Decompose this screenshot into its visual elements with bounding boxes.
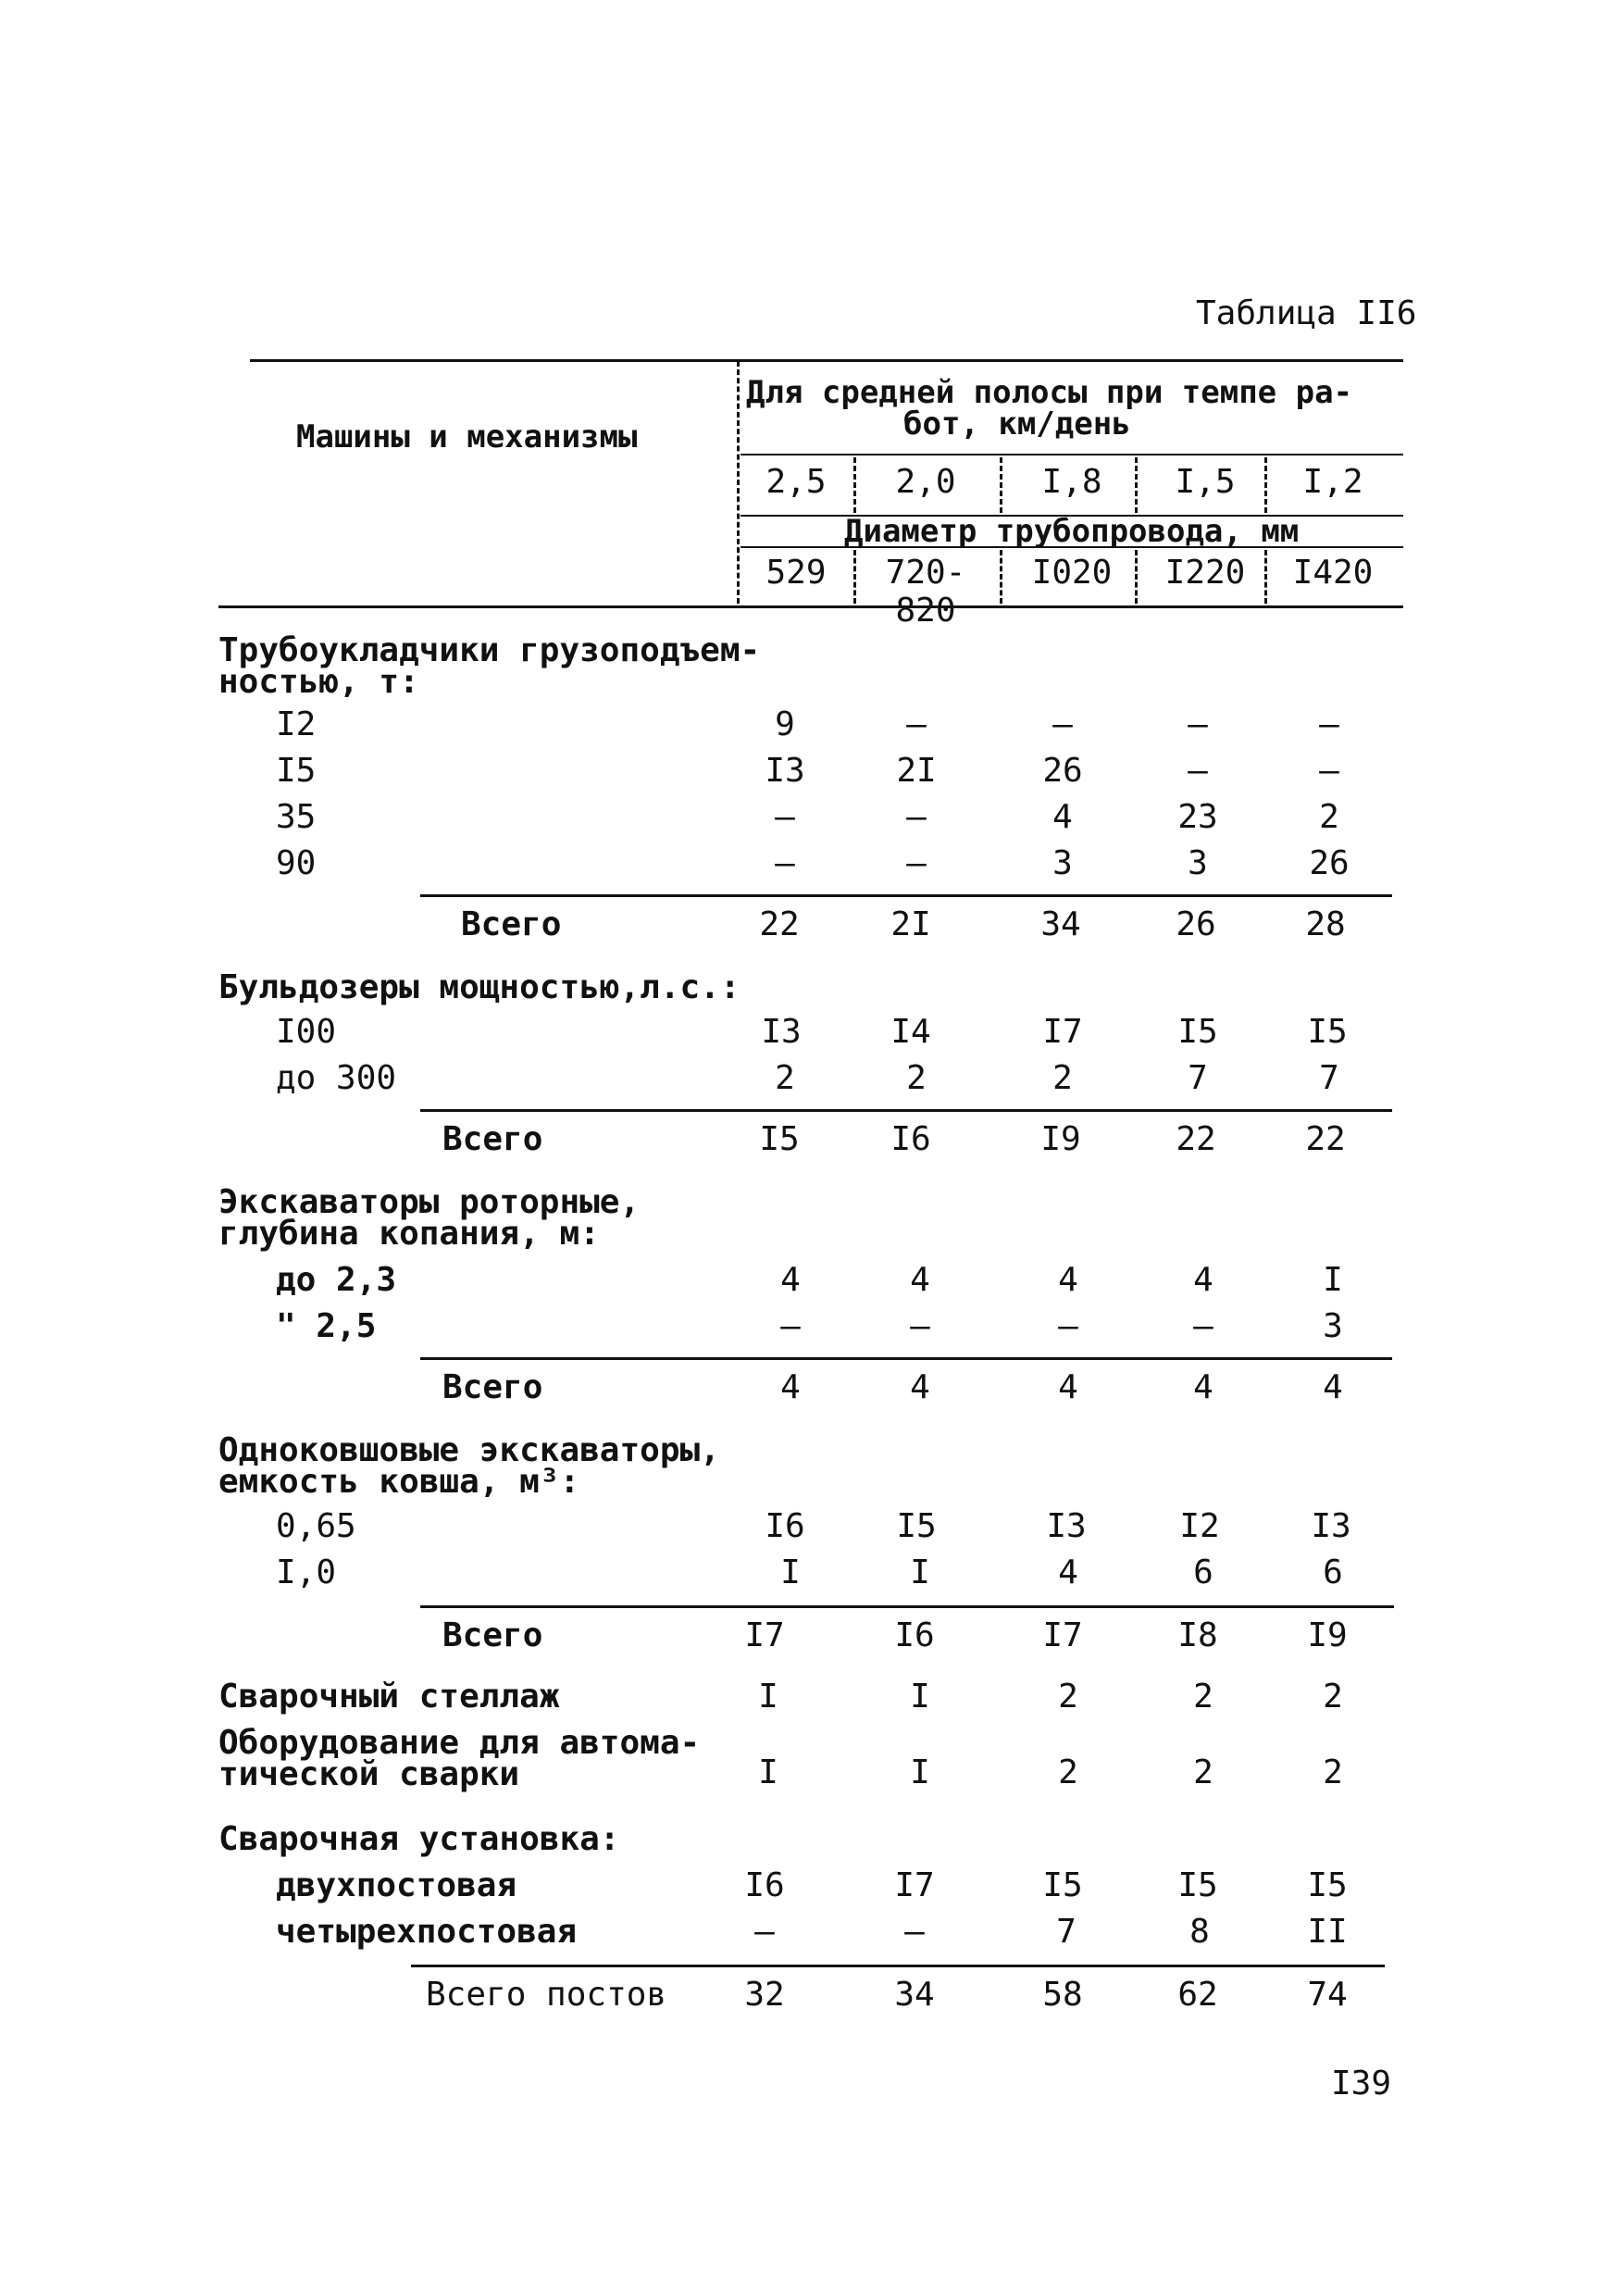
table-cell: I5	[1042, 1866, 1083, 1904]
section-pipelayers-title-line1: Трубоукладчики грузоподъем-	[218, 631, 761, 669]
section-bucket-title	[218, 1431, 720, 1501]
subtotal-rule	[420, 1109, 1392, 1112]
table-cell: I4	[890, 1013, 931, 1051]
tempo-1: 2,5	[765, 463, 827, 501]
header-top-rule	[250, 359, 1403, 362]
table-cell: –	[1193, 1307, 1214, 1345]
table-cell: –	[1319, 705, 1339, 743]
table-cell: I3	[1311, 1507, 1351, 1545]
table-cell: I5	[896, 1507, 937, 1545]
section-pipelayers-title	[218, 631, 761, 701]
tempo-3: I,8	[1041, 463, 1102, 501]
table-cell: I3	[761, 1013, 802, 1051]
total-cell: I7	[1042, 1616, 1083, 1654]
total-cell: I6	[894, 1616, 935, 1654]
table-cell: 4	[780, 1261, 801, 1299]
row-label: I5	[276, 752, 317, 790]
table-cell: I	[910, 1678, 930, 1716]
total-cell: 4	[910, 1368, 930, 1406]
total-cell: 32	[744, 1976, 785, 2014]
total-label: Всего	[442, 1616, 543, 1654]
total-cell: 34	[894, 1976, 935, 2014]
total-cell: I9	[1040, 1120, 1081, 1158]
table-cell: 7	[1319, 1059, 1339, 1097]
table-cell: 4	[1052, 798, 1073, 836]
total-cell: 28	[1305, 905, 1346, 943]
table-cell: 6	[1323, 1554, 1343, 1591]
section-pipelayers-title-line2: ностью, т:	[218, 663, 419, 701]
row-label: четырехпостовая	[276, 1913, 578, 1951]
table-cell: 8	[1189, 1913, 1210, 1951]
table-cell: 2	[1193, 1678, 1214, 1716]
table-cell: 26	[1309, 844, 1350, 882]
header-vline-6	[1000, 550, 1002, 604]
table-cell: I3	[765, 752, 805, 790]
total-cell: I9	[1307, 1616, 1348, 1654]
table-cell: –	[1188, 705, 1208, 743]
table-cell: –	[906, 844, 927, 882]
table-cell: I	[780, 1554, 801, 1591]
table-cell: –	[1319, 752, 1339, 790]
header-tempo-rule	[741, 454, 1403, 455]
table-cell: 2	[1323, 1753, 1343, 1791]
section-bucket-title-line1: Одноковшовые экскаваторы,	[218, 1431, 720, 1469]
table-cell: I	[758, 1753, 778, 1791]
table-cell: I2	[1179, 1507, 1220, 1545]
total-cell: I7	[744, 1616, 785, 1654]
table-cell: 7	[1188, 1059, 1208, 1097]
diameter-5: I420	[1292, 554, 1374, 592]
subtotal-rule	[420, 1605, 1394, 1608]
table-cell: –	[780, 1307, 801, 1345]
header-group-line2: бот, км/день	[903, 406, 1131, 443]
total-cell: I5	[759, 1120, 800, 1158]
table-cell: I7	[1042, 1013, 1083, 1051]
table-cell: I	[1323, 1261, 1343, 1299]
section-rotary-title-line2: глубина копания, м:	[218, 1215, 600, 1253]
table-cell: 3	[1052, 844, 1073, 882]
table-cell: I	[910, 1753, 930, 1791]
subtotal-rule	[411, 1965, 1385, 1967]
row-label-auto-welding-line2: тической сварки	[218, 1755, 520, 1793]
diameter-3: I020	[1031, 554, 1113, 592]
table-cell: 2	[1193, 1753, 1214, 1791]
total-cell: 26	[1176, 905, 1216, 943]
total-cell: 34	[1040, 905, 1081, 943]
table-cell: –	[1058, 1307, 1078, 1345]
table-cell: 2	[1052, 1059, 1073, 1097]
table-cell: 2	[775, 1059, 795, 1097]
total-cell: 4	[1193, 1368, 1214, 1406]
row-label-auto-welding-line1: Оборудование для автома-	[218, 1724, 701, 1762]
table-cell: I5	[1307, 1866, 1348, 1904]
table-cell: –	[754, 1913, 775, 1951]
table-cell: I6	[765, 1507, 805, 1545]
table-cell: 4	[1058, 1261, 1078, 1299]
diameter-label: Диаметр трубопровода, мм	[844, 513, 1300, 550]
table-cell: I5	[1307, 1013, 1348, 1051]
table-cell: 2	[1319, 798, 1339, 836]
table-cell: –	[775, 798, 795, 836]
diameter-2: 720-820	[885, 554, 966, 630]
total-label: Всего	[461, 905, 562, 943]
total-cell: 4	[1323, 1368, 1343, 1406]
section-welding-title: Сварочная установка:	[218, 1820, 620, 1858]
table-cell: 2	[1323, 1678, 1343, 1716]
table-cell: 26	[1042, 752, 1083, 790]
table-cell: –	[775, 844, 795, 882]
table-cell: 3	[1323, 1307, 1343, 1345]
table-cell: –	[906, 798, 927, 836]
section-rotary-title-line1: Экскаваторы роторные,	[218, 1183, 641, 1221]
table-cell: 6	[1193, 1554, 1214, 1591]
total-label: Всего	[442, 1120, 543, 1158]
table-cell: 23	[1177, 798, 1218, 836]
total-cell: 22	[1176, 1120, 1216, 1158]
row-label: двухпостовая	[276, 1866, 517, 1904]
table-cell: II	[1307, 1913, 1348, 1951]
row-label: I00	[276, 1013, 337, 1051]
total-cell: I6	[890, 1120, 931, 1158]
section-bucket-title-line2: емкость ковша, м³:	[218, 1463, 580, 1501]
header-vline-2	[1000, 457, 1002, 513]
table-cell: –	[904, 1913, 925, 1951]
total-cell: 4	[780, 1368, 801, 1406]
table-cell: 3	[1188, 844, 1208, 882]
section-bulldozers-title: Бульдозеры мощностью,л.с.:	[218, 968, 741, 1006]
row-label-auto-welding	[218, 1724, 701, 1793]
row-label: I,0	[276, 1554, 337, 1591]
table-cell: 2	[1058, 1678, 1078, 1716]
table-cell: –	[1052, 705, 1073, 743]
table-cell: 9	[775, 705, 795, 743]
table-cell: 4	[1193, 1261, 1214, 1299]
total-cell: 74	[1307, 1976, 1348, 2014]
subtotal-rule	[420, 1357, 1392, 1360]
total-cell: 22	[1305, 1120, 1346, 1158]
total-cell: 58	[1042, 1976, 1083, 2014]
row-label-welding-rack: Сварочный стеллаж	[218, 1678, 560, 1716]
section-rotary-title	[218, 1183, 641, 1253]
page-number: I39	[1331, 2065, 1392, 2103]
table-cell: –	[1188, 752, 1208, 790]
table-cell: I3	[1046, 1507, 1087, 1545]
tempo-4: I,5	[1175, 463, 1236, 501]
row-label: 0,65	[276, 1507, 356, 1545]
table-cell: I	[758, 1678, 778, 1716]
table-cell: I5	[1177, 1013, 1218, 1051]
tempo-5: I,2	[1302, 463, 1363, 501]
table-cell: 4	[910, 1261, 930, 1299]
tempo-2: 2,0	[895, 463, 956, 501]
total-cell: 22	[759, 905, 800, 943]
table-cell: –	[910, 1307, 930, 1345]
table-cell: 2	[906, 1059, 927, 1097]
row-label: 90	[276, 844, 317, 882]
table-cell: I6	[744, 1866, 785, 1904]
row-label: до 2,3	[276, 1261, 397, 1299]
row-label: " 2,5	[276, 1307, 377, 1345]
total-cell: 2I	[890, 905, 931, 943]
total-label: Всего постов	[426, 1976, 667, 2014]
table-cell: –	[906, 705, 927, 743]
header-machines: Машины и механизмы	[296, 418, 638, 455]
row-label: I2	[276, 705, 317, 743]
table-cell: 2	[1058, 1753, 1078, 1791]
table-cell: 7	[1056, 1913, 1077, 1951]
table-cell: 4	[1058, 1554, 1078, 1591]
diameter-4: I220	[1164, 554, 1246, 592]
table-cell: 2I	[896, 752, 937, 790]
table-cell: I	[910, 1554, 930, 1591]
header-group-line1: Для средней полосы при темпе ра-	[746, 374, 1353, 411]
total-cell: 4	[1058, 1368, 1078, 1406]
table-cell: I7	[894, 1866, 935, 1904]
total-cell: 62	[1177, 1976, 1218, 2014]
table-number: Таблица II6	[1196, 294, 1417, 332]
subtotal-rule	[420, 894, 1392, 897]
header-bottom-rule	[218, 605, 1403, 608]
row-label: до 300	[276, 1059, 397, 1097]
diameter-1: 529	[765, 554, 827, 592]
row-label: 35	[276, 798, 317, 836]
total-label: Всего	[442, 1368, 543, 1406]
total-cell: I8	[1177, 1616, 1218, 1654]
table-cell: I5	[1177, 1866, 1218, 1904]
